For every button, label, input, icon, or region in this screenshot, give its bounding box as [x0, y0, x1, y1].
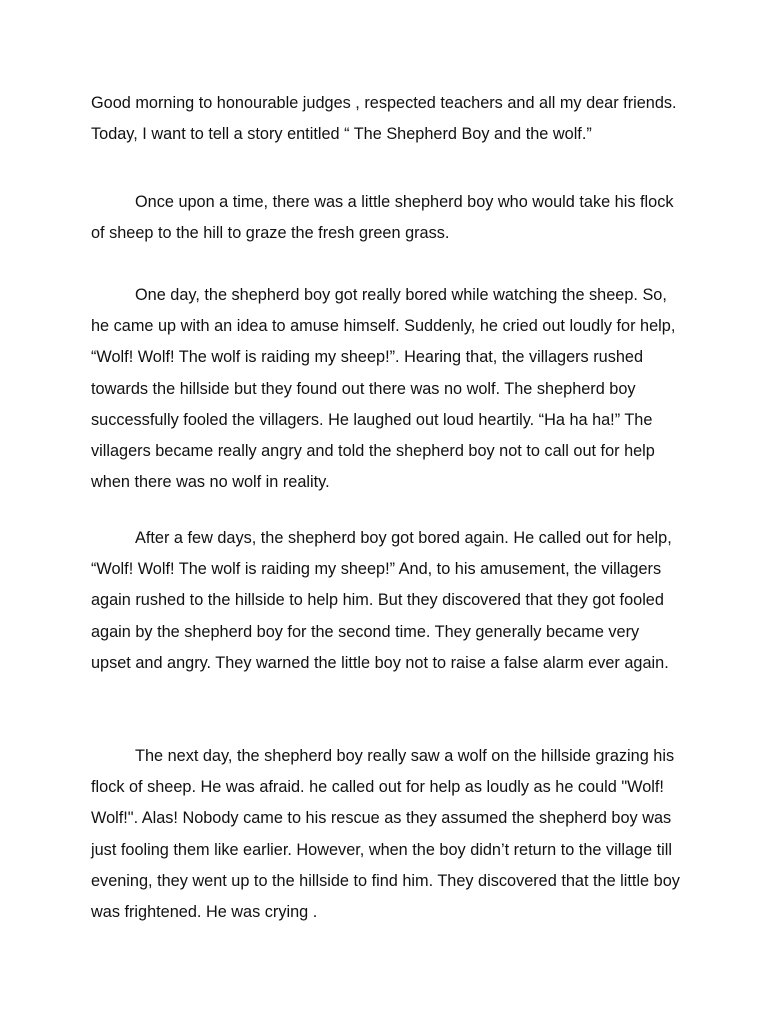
- paragraph-first-false-alarm: One day, the shepherd boy got really bored while watching the sheep. So, he came up with an idea to amuse himself. Suddenly, he cried out loudly for help, “Wolf! Wolf! The wolf is raiding my sheep!”. Hearing that, the villagers rushed towards the hillside but they found out there was no wolf. The shepherd boy successfully fooled the villagers. He laughed out loud heartily. “Ha ha ha!” The villagers became really angry and told the shepherd boy not to call out for help when there was no wolf in reality.: [91, 286, 676, 492]
- paragraph-greeting: Good morning to honourable judges , respected teachers and all my dear friends. Today, I want to tell a story entitled “ The Shepherd Boy and the wolf.”: [91, 94, 677, 144]
- paragraph-real-wolf: The next day, the shepherd boy really saw a wolf on the hillside grazing his flock of sheep. He was afraid. he called out for help as loudly as he could "Wolf! Wolf!". Alas! Nobody came to his rescue as they assumed the shepherd boy was just fooling them like earlier. However, when the boy didn’t return to the village till evening, they went up to the hillside to find him. They discovered that the little boy was frightened. He was crying .: [91, 747, 680, 922]
- paragraph-once-upon-a-time: Once upon a time, there was a little shepherd boy who would take his flock of sheep to the hill to graze the fresh green grass.: [91, 193, 674, 243]
- paragraph-second-false-alarm: After a few days, the shepherd boy got bored again. He called out for help, “Wolf! Wolf! The wolf is raiding my sheep!” And, to his amusement, the villagers again rushed to the hillside to help him. But they discovered that they got fooled again by the shepherd boy for the second time. They generally became very upset and angry. They warned the little boy not to raise a false alarm ever again.: [91, 529, 672, 672]
